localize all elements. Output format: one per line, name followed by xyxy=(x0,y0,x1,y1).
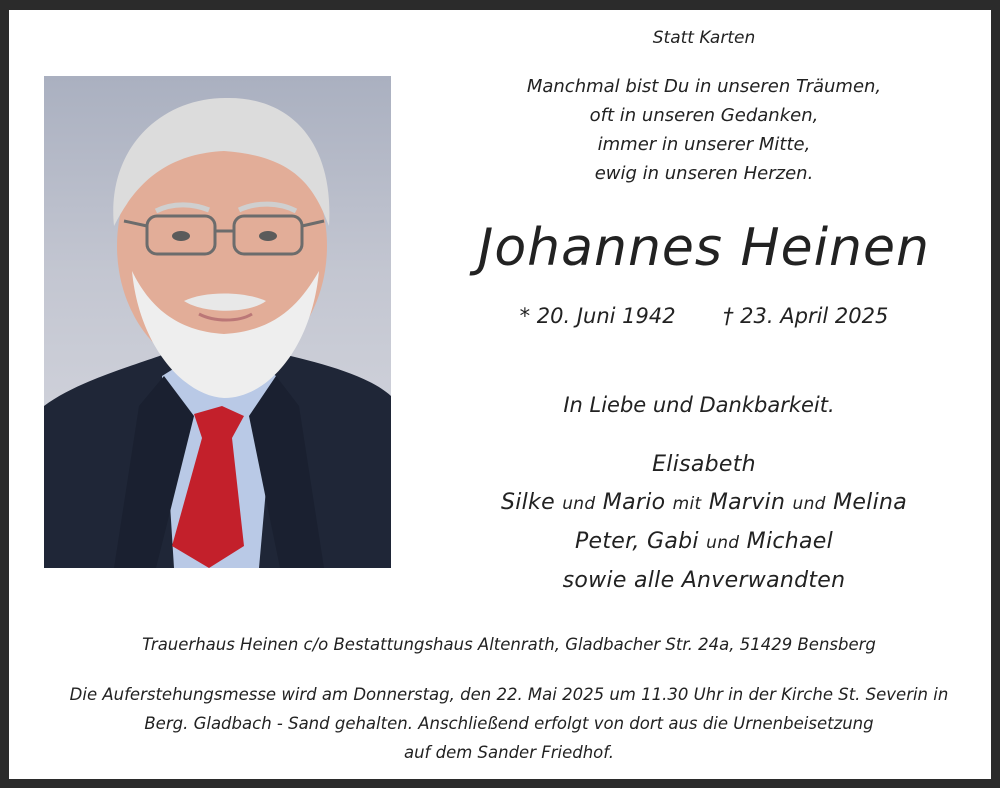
poem xyxy=(489,72,919,188)
poem-line: immer in unserer Mitte, xyxy=(597,134,811,155)
family-member: Mario xyxy=(602,490,666,515)
conjunction: und xyxy=(706,533,740,553)
mourning-house: Trauerhaus Heinen c/o Bestattungshaus Altenrath, Gladbacher Str. 24a, 51429 Bensberg xyxy=(142,635,876,654)
family-list xyxy=(449,446,959,600)
mass-line: Berg. Gladbach - Sand gehalten. Anschließend erfolgt von dort aus die Urnenbeisetzung xyxy=(144,714,874,733)
family-member: Marvin xyxy=(708,490,786,515)
conjunction: und xyxy=(792,494,826,514)
birth-date: * 20. Juni 1942 xyxy=(519,304,676,328)
deceased-name: Johannes Heinen xyxy=(478,218,930,278)
portrait-photo xyxy=(44,76,391,568)
family-member: Michael xyxy=(746,529,834,554)
conjunction: und xyxy=(562,494,596,514)
family-line xyxy=(449,484,959,523)
conjunction: mit xyxy=(672,494,702,514)
family-member: Silke xyxy=(500,490,555,515)
mass-line: Die Auferstehungsmesse wird am Donnerstag, den 22. Mai 2025 um 11.30 Uhr in der Kirche St. Severin in xyxy=(69,685,949,704)
poem-line: oft in unseren Gedanken, xyxy=(589,105,819,126)
family-line xyxy=(449,523,959,562)
family-line: sowie alle Anverwandten xyxy=(562,568,846,593)
mass-line: auf dem Sander Friedhof. xyxy=(403,743,615,762)
family-member: Peter, Gabi xyxy=(574,529,699,554)
death-date: † 23. April 2025 xyxy=(723,304,889,328)
life-dates xyxy=(499,304,909,328)
mass-info xyxy=(29,680,989,767)
header-text: Statt Karten xyxy=(652,28,756,48)
poem-line: Manchmal bist Du in unseren Träumen, xyxy=(526,76,882,97)
portrait-illustration xyxy=(44,76,391,568)
poem-line: ewig in unseren Herzen. xyxy=(594,163,814,184)
family-member: Melina xyxy=(833,490,908,515)
family-line: Elisabeth xyxy=(652,452,756,477)
gratitude-line: In Liebe und Dankbarkeit. xyxy=(563,393,835,417)
